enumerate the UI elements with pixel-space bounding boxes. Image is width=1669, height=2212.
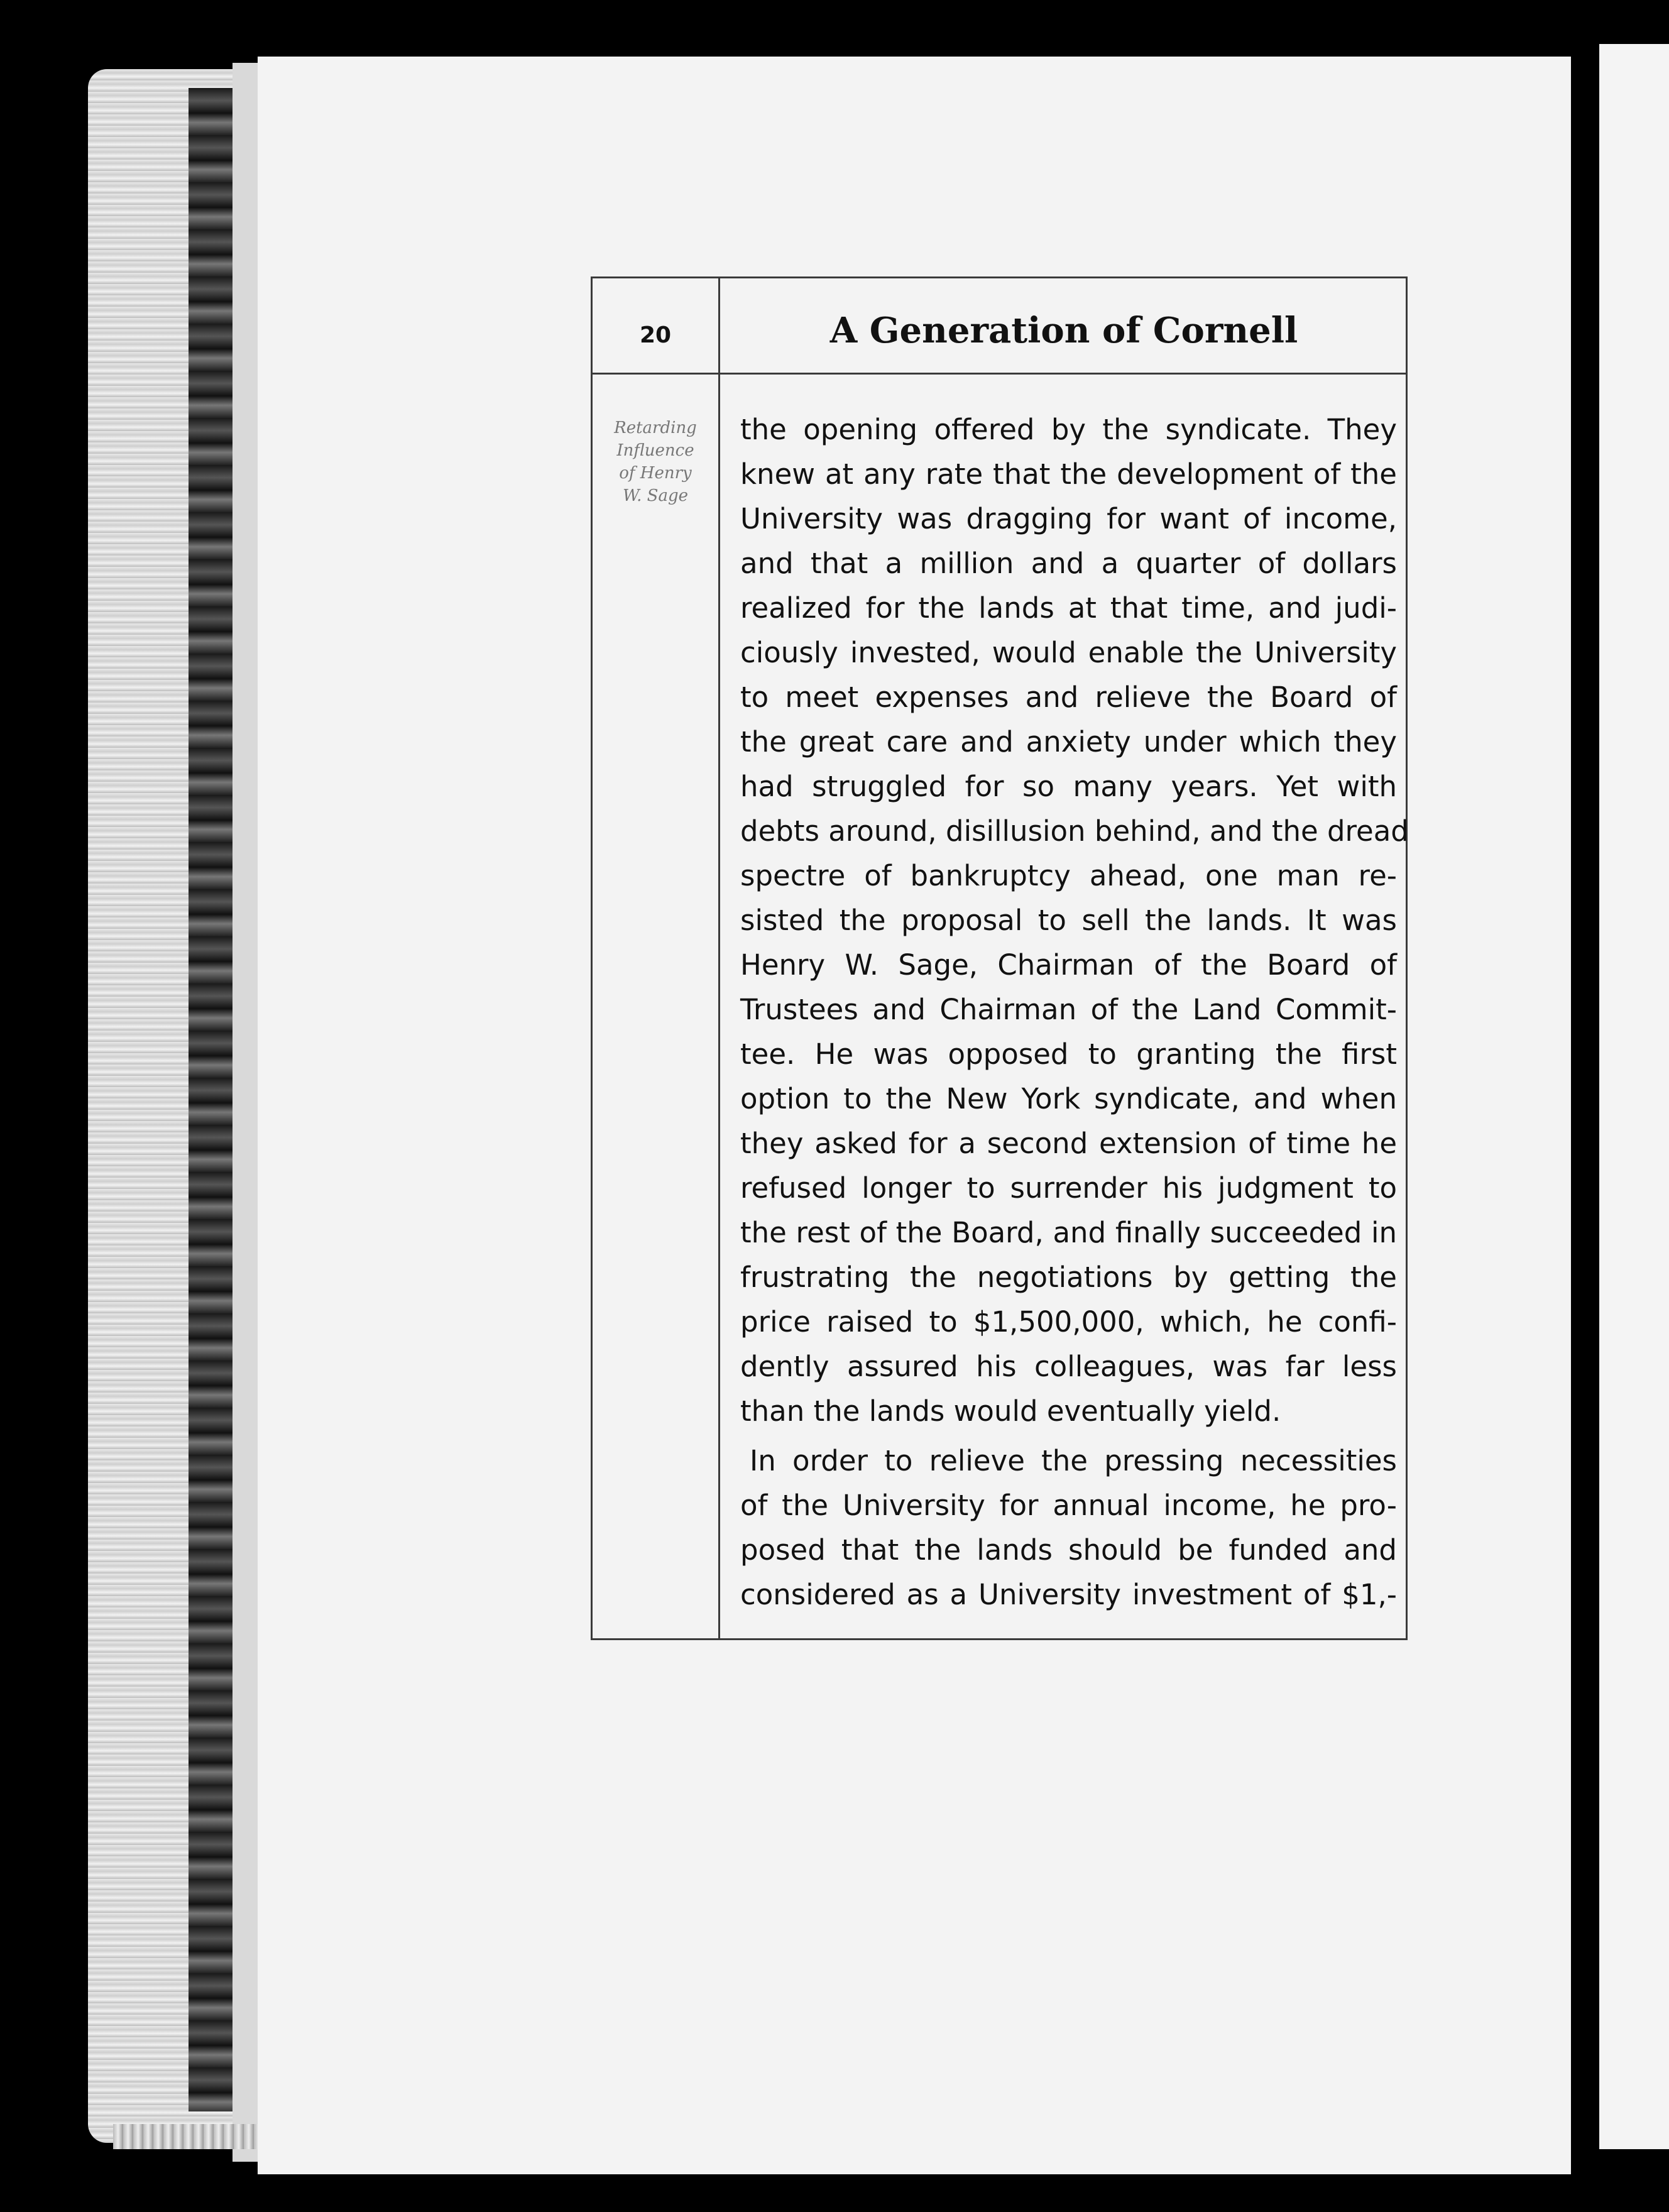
text-line: spectre of bankruptcy ahead, one man re- bbox=[740, 859, 1397, 892]
facing-page-edge bbox=[1599, 44, 1669, 2149]
text-line: tee. He was opposed to granting the first bbox=[740, 1038, 1397, 1071]
page-number: 20 bbox=[639, 322, 672, 348]
text-line: the rest of the Board, and finally succeeded in bbox=[740, 1216, 1397, 1249]
text-line: realized for the lands at that time, and judi- bbox=[740, 591, 1397, 625]
text-line: than the lands would eventually yield. bbox=[740, 1394, 1281, 1428]
text-line: the great care and anxiety under which they bbox=[740, 725, 1397, 758]
sidenote-line: Influence bbox=[616, 441, 694, 460]
sidenote-line: of Henry bbox=[619, 464, 692, 483]
text-line: ciously invested, would enable the University bbox=[740, 636, 1397, 669]
paragraph-1 bbox=[740, 407, 1409, 1433]
text-line: price raised to $1,500,000, which, he confi- bbox=[740, 1305, 1397, 1339]
text-line: In order to relieve the pressing necessities bbox=[750, 1444, 1397, 1477]
body-text bbox=[740, 407, 1409, 1617]
text-line: refused longer to surrender his judgment to bbox=[740, 1171, 1397, 1205]
paragraph-2 bbox=[740, 1438, 1397, 1617]
text-line: sisted the proposal to sell the lands. It was bbox=[740, 904, 1397, 937]
text-line: frustrating the negotiations by getting the bbox=[740, 1261, 1397, 1294]
paragraph-gap bbox=[740, 1433, 1397, 1438]
margin-sidenote bbox=[599, 417, 712, 507]
sidenote-line: W. Sage bbox=[622, 486, 689, 505]
text-line: dently assured his colleagues, was far less bbox=[740, 1350, 1397, 1383]
text-line: debts around, disillusion behind, and the dread bbox=[740, 814, 1409, 848]
text-line: considered as a University investment of $1,- bbox=[740, 1578, 1397, 1611]
text-line: Trustees and Chairman of the Land Commit- bbox=[740, 993, 1397, 1026]
text-line: knew at any rate that the development of the bbox=[740, 457, 1397, 491]
text-line: of the University for annual income, he pro- bbox=[740, 1489, 1397, 1522]
text-line: had struggled for so many years. Yet with bbox=[740, 770, 1397, 803]
text-line: to meet expenses and relieve the Board of bbox=[740, 681, 1397, 714]
header-rule bbox=[593, 373, 1406, 375]
sidenote-line: Retarding bbox=[614, 419, 697, 437]
text-line: and that a million and a quarter of dollars bbox=[740, 547, 1397, 580]
text-line: option to the New York syndicate, and when bbox=[740, 1082, 1397, 1115]
text-line: the opening offered by the syndicate. They bbox=[740, 413, 1397, 446]
binding-edge bbox=[233, 63, 258, 2162]
margin-column-rule bbox=[718, 278, 720, 1638]
text-line: they asked for a second extension of time he bbox=[740, 1127, 1397, 1160]
binding-groove bbox=[189, 88, 233, 2111]
text-line: University was dragging for want of income, bbox=[740, 502, 1397, 535]
text-line: Henry W. Sage, Chairman of the Board of bbox=[740, 948, 1397, 982]
text-line: posed that the lands should be funded and bbox=[740, 1533, 1397, 1567]
text-frame bbox=[591, 276, 1408, 1640]
running-head: A Generation of Cornell bbox=[829, 310, 1298, 351]
